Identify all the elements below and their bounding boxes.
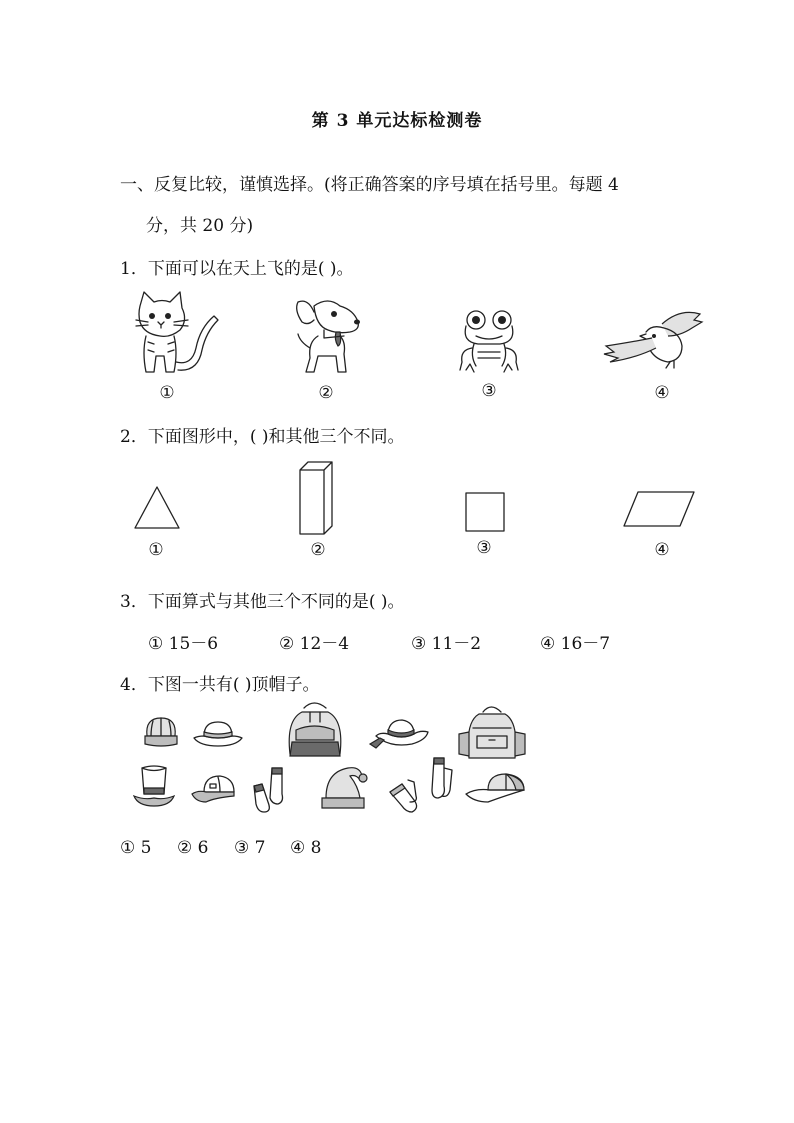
baseball-cap-icon [190,774,236,804]
option-label: ② [310,540,326,560]
section-heading-cont: 分，共 20 分) [146,216,254,236]
socks-icon [388,778,430,814]
top-hat-icon [132,764,176,808]
question-2-stem: 2．下面图形中，( )和其他三个不同。 [120,427,405,447]
frog-icon [458,308,520,374]
question-4-stem: 4．下图一共有( )顶帽子。 [120,675,320,695]
page-title: 第 3 单元达标检测卷 [311,111,483,131]
bird-icon [602,306,704,370]
option-label: ② [318,383,334,403]
option-label: ④ [654,540,670,560]
cuboid-icon [298,460,334,536]
section-heading: 一、反复比较，谨慎选择。(将正确答案的序号填在括号里。每题 4 [120,175,619,195]
square-icon [465,492,505,532]
socks-icon [426,756,456,802]
socks-icon [250,764,290,814]
option-3: ③ 7 [234,838,266,858]
question-3-stem: 3．下面算式与其他三个不同的是( )。 [120,592,405,612]
baseball-cap-icon [464,772,528,804]
option-3: ③ 11－2 [411,634,482,654]
option-label: ① [159,383,175,403]
option-label: ① [148,540,164,560]
option-2: ② 12－4 [279,634,350,654]
cat-icon [130,292,220,378]
cap-icon [143,716,179,748]
option-1: ① 5 [120,838,152,858]
option-4: ④ 16－7 [540,634,611,654]
option-2: ② 6 [177,838,209,858]
option-4: ④ 8 [290,838,322,858]
parallelogram-icon [622,490,696,528]
fedora-icon [192,718,244,748]
triangle-icon [134,486,180,530]
option-label: ③ [476,538,492,558]
santa-hat-icon [318,762,370,810]
option-1: ① 15－6 [148,634,219,654]
dog-icon [294,296,374,376]
backpack-icon [282,700,348,762]
sun-hat-icon [368,718,430,754]
question-1-stem: 1．下面可以在天上飞的是( )。 [120,259,354,279]
backpack-icon [455,704,527,762]
option-label: ③ [481,381,497,401]
option-label: ④ [654,383,670,403]
